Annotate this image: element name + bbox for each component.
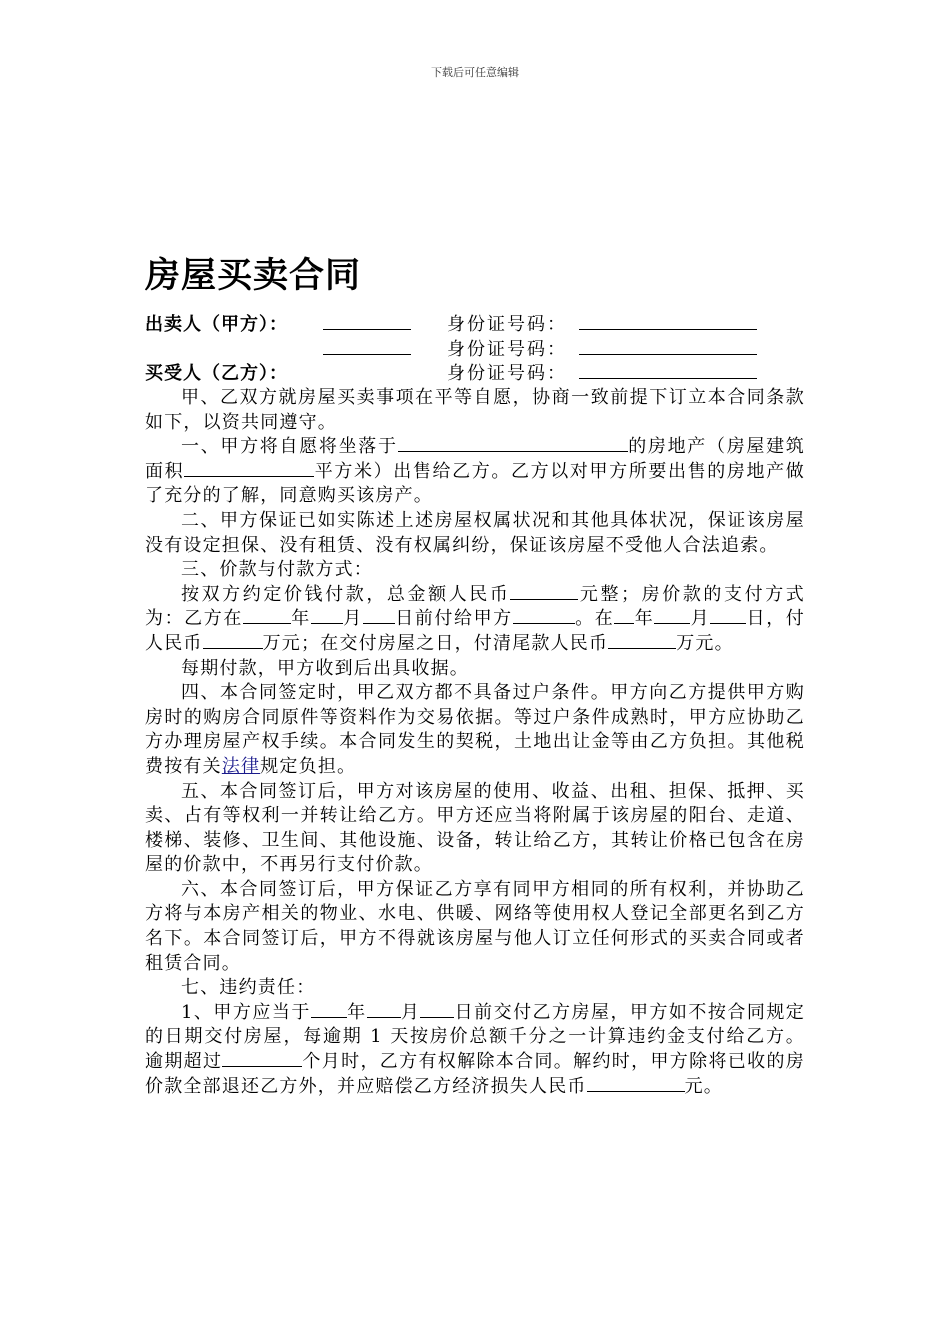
seller-id-field[interactable] [579, 329, 757, 330]
delivery-month-field[interactable] [367, 1001, 401, 1018]
final-payment-field[interactable] [608, 632, 676, 649]
payment-text-h: 月 [690, 608, 711, 630]
seller-id-label-2: 身份证号码： [447, 339, 567, 360]
building-area-field[interactable] [184, 460, 314, 477]
seller-name-field[interactable] [323, 329, 411, 330]
contract-body [145, 386, 805, 1099]
payment-text-e: 日前付给甲方 [394, 608, 513, 630]
clause-6: 六、本合同签订后，甲方保证乙方享有同甲方相同的所有权利，并协助乙方将与本房产相关的物业、水电、供暖、网络等使用权人登记全部更名到乙方名下。本合同签订后，甲方不得就该房屋与他人订立任何形式的买卖合同或者租赁合同。 [145, 878, 805, 974]
law-link[interactable]: 法律 [221, 755, 261, 777]
clause-7-heading: 七、违约责任： [181, 977, 316, 999]
pay2-day-field[interactable] [710, 607, 746, 624]
header-note: 下载后可任意编辑 [431, 66, 519, 79]
page-title: 房屋买卖合同 [145, 256, 362, 296]
seller-id-label: 身份证号码： [447, 314, 567, 335]
penalty-text-d: 日前交付乙方房屋，甲方如不按合同规定的日期交付房屋，每逾期 1 天按房价总额千分之一计算违约金支付给乙方。逾期超过 [145, 1001, 806, 1073]
pay2-month-field[interactable] [654, 607, 690, 624]
payment-text-i: 日，付人民币 [145, 608, 806, 654]
buyer-id-field[interactable] [579, 378, 757, 379]
penalty-text-b: 年 [346, 1001, 367, 1023]
clause-4-text-b: 规定负担。 [260, 755, 357, 777]
pay2-year-field[interactable] [614, 607, 634, 624]
pay1-month-field[interactable] [311, 607, 343, 624]
seller-id-field-2[interactable] [579, 354, 757, 355]
clause-1 [145, 435, 805, 509]
delivery-year-field[interactable] [311, 1001, 347, 1018]
payment-text-k: 万元。 [676, 632, 734, 654]
payment-text-f: 。在 [574, 608, 615, 630]
payment-text-g: 年 [634, 608, 655, 630]
total-amount-field[interactable] [510, 583, 578, 600]
payment-text-b: 元整；房价款的支付方式为：乙方在 [145, 583, 805, 630]
clause-3-payment [145, 583, 805, 657]
compensation-amount-field[interactable] [587, 1075, 685, 1092]
penalty-text-a: 1、甲方应当于 [181, 1001, 311, 1023]
delivery-day-field[interactable] [420, 1001, 454, 1018]
buyer-id-label: 身份证号码： [447, 363, 567, 384]
penalty-text-e: 个月时，乙方有权解除本合同。解约时，甲方除将已收的房价款全部退还乙方外，并应赔偿乙方经济损失人民币 [145, 1051, 805, 1097]
clause-4-text-a: 四、本合同签定时，甲乙双方都不具备过户条件。甲方向乙方提供甲方购房时的购房合同原件等资料作为交易依据。等过户条件成熟时，甲方应协助乙方办理房屋产权手续。本合同发生的契税，土地出让金等由乙方负担。其他税费按有关 [145, 682, 805, 777]
penalty-text-f: 元。 [684, 1075, 724, 1097]
pay1-day-field[interactable] [363, 607, 395, 624]
clause-1-text-c: 平方米）出售给乙方。乙方以对甲方所要出售的房地产做了充分的了解，同意购买该房产。 [145, 460, 805, 507]
seller-label: 出卖人（甲方）： [145, 314, 288, 335]
penalty-text-c: 月 [400, 1001, 421, 1023]
clause-7-item-1 [145, 1001, 805, 1099]
pay1-year-field[interactable] [243, 607, 291, 624]
payment-text-a: 按双方约定价钱付款，总金额人民币 [181, 583, 511, 605]
intro-paragraph: 甲、乙双方就房屋买卖事项在平等自愿，协商一致前提下订立本合同条款如下，以资共同遵守。 [145, 387, 805, 433]
overdue-months-field[interactable] [222, 1050, 302, 1067]
clause-1-text-b: 的房地产（房屋建筑面积 [145, 436, 805, 482]
pay1-amount-field[interactable] [513, 607, 575, 624]
buyer-label: 买受人（乙方）： [145, 363, 288, 384]
clause-1-text-a: 一、甲方将自愿将坐落于 [181, 436, 398, 458]
payment-text-j: 万元；在交付房屋之日，付清尾款人民币 [262, 632, 609, 654]
clause-2: 二、甲方保证已如实陈述上述房屋权属状况和其他具体状况，保证该房屋没有设定担保、没有租赁、没有权属纠纷，保证该房屋不受他人合法追索。 [145, 509, 805, 556]
clause-3-heading: 三、价款与付款方式： [181, 559, 373, 581]
property-location-field[interactable] [398, 435, 628, 452]
payment-text-d: 月 [342, 608, 363, 630]
clause-4 [145, 681, 805, 779]
clause-3-receipt: 每期付款，甲方收到后出具收据。 [181, 657, 469, 679]
seller-name-field-2[interactable] [323, 354, 411, 355]
clause-5: 五、本合同签订后，甲方对该房屋的使用、收益、出租、担保、抵押、买卖、占有等权利一并转让给乙方。甲方还应当将附属于该房屋的阳台、走道、楼梯、装修、卫生间、其他设施、设备，转让给乙方，其转让价格已包含在房屋的价款中，不再另行支付价款。 [145, 780, 805, 876]
pay2-amount-field[interactable] [203, 632, 263, 649]
payment-text-c: 年 [290, 608, 311, 630]
